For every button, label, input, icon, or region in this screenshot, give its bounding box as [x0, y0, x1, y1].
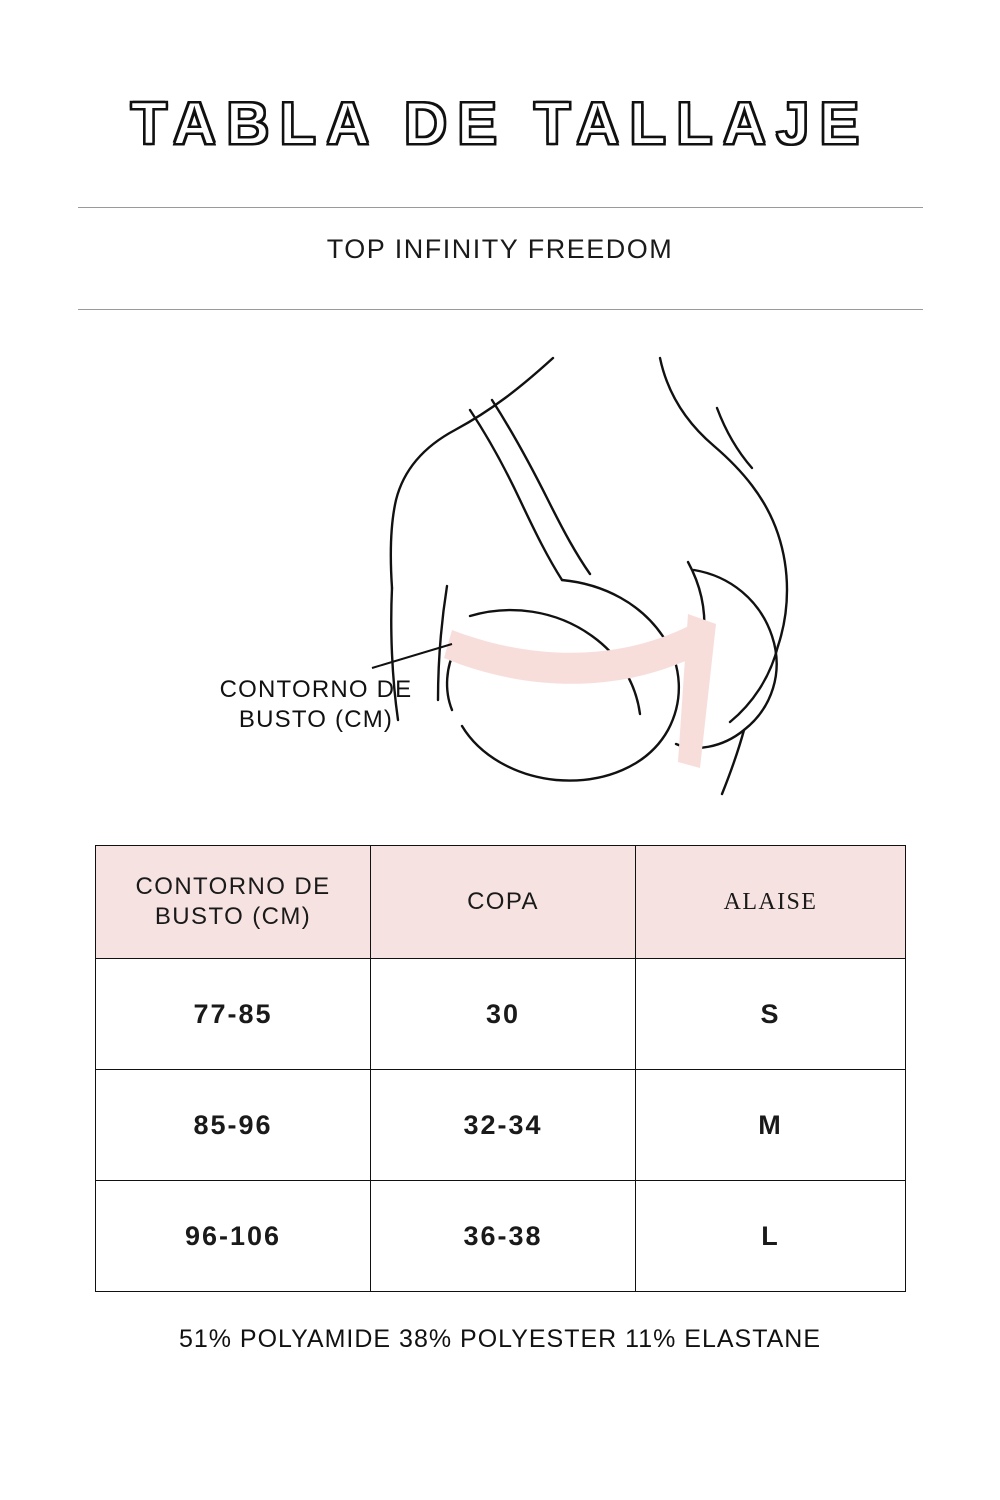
cell-size: L — [636, 1181, 906, 1292]
table-row — [96, 1181, 906, 1292]
divider-bottom — [78, 309, 923, 310]
bust-measurement-illustration — [0, 348, 1000, 808]
title-block — [0, 92, 1000, 155]
composition-text: 51% POLYAMIDE 38% POLYESTER 11% ELASTANE — [178, 1325, 822, 1353]
cell-cup: 32-34 — [371, 1070, 636, 1181]
cell-cup: 30 — [371, 959, 636, 1070]
column-header-brand: ALAISE — [636, 846, 906, 959]
cell-bust: 77-85 — [96, 959, 371, 1070]
size-table — [95, 845, 906, 1292]
cell-bust: 85-96 — [96, 1070, 371, 1181]
cell-size: S — [636, 959, 906, 1070]
cell-size: M — [636, 1070, 906, 1181]
column-header-cup: COPA — [371, 846, 636, 959]
size-table-container — [95, 845, 905, 1292]
bust-callout-label — [196, 675, 436, 735]
column-header-bust-line2: BUSTO (CM) — [154, 903, 312, 930]
table-header-row — [96, 846, 906, 959]
bust-callout-line1: CONTORNO DE — [219, 676, 413, 703]
cell-cup: 36-38 — [371, 1181, 636, 1292]
table-row — [96, 959, 906, 1070]
column-header-bust — [96, 846, 371, 959]
page-title: TABLA DE TALLAJE — [130, 90, 870, 157]
column-header-bust-line1: CONTORNO DE — [135, 873, 331, 900]
table-row — [96, 1070, 906, 1181]
product-subtitle: TOP INFINITY FREEDOM — [326, 234, 674, 264]
bust-callout-line2: BUSTO (CM) — [238, 706, 394, 733]
cell-bust: 96-106 — [96, 1181, 371, 1292]
